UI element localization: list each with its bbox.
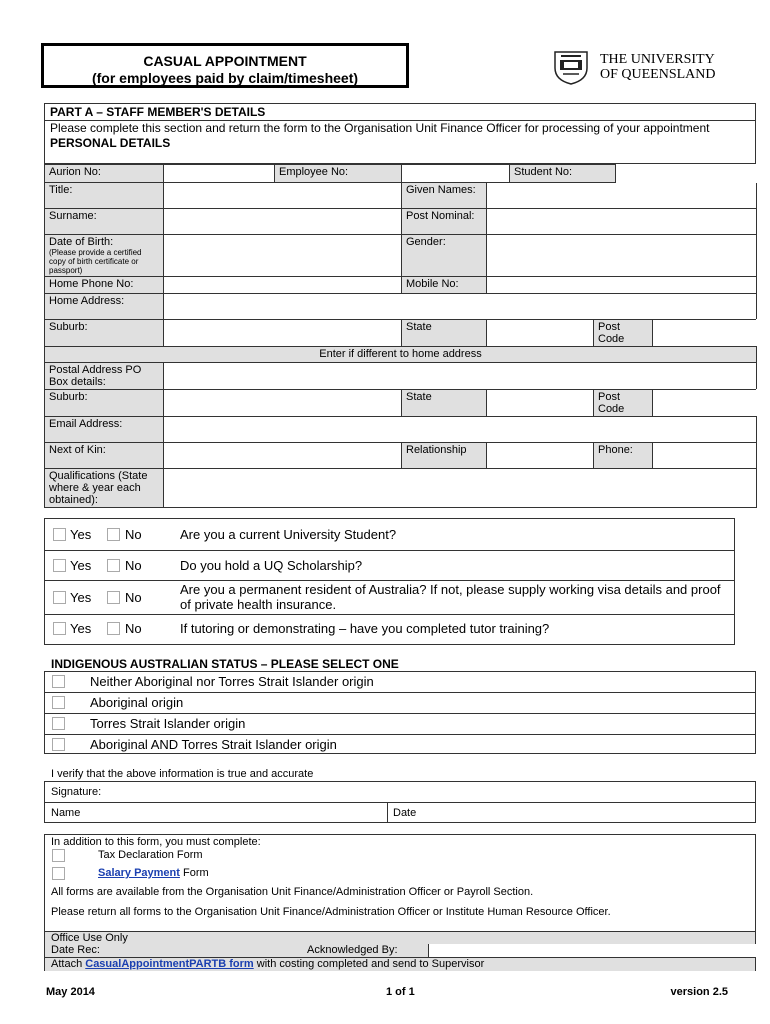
aurion-field[interactable] [164, 165, 275, 183]
forms-return-note: Please return all forms to the Organisation Unit Finance/Administration Officer or Institute Human Resource Officer. [51, 906, 611, 918]
casual-appointment-partb-link[interactable]: CasualAppointmentPARTB form [85, 958, 254, 970]
home-address-label: Home Address: [45, 294, 164, 320]
relationship-label: Relationship [402, 443, 487, 469]
part-a-instructions: Please complete this section and return the form to the Organisation Unit Finance Officer for processing of your appointment [50, 121, 710, 135]
acknowledged-by-field[interactable] [428, 944, 756, 957]
home-phone-field[interactable] [164, 277, 402, 294]
footer-version: version 2.5 [670, 986, 728, 998]
indigenous-option-label: Aboriginal origin [90, 695, 184, 710]
indigenous-option-label: Neither Aboriginal nor Torres Strait Islander origin [90, 674, 374, 689]
state2-field[interactable] [487, 390, 594, 417]
question-text: Do you hold a UQ Scholarship? [180, 558, 363, 573]
attach-prefix: Attach [51, 958, 86, 970]
indigenous-option [45, 672, 755, 693]
name-field[interactable] [45, 803, 388, 823]
q4-yes-checkbox[interactable] [53, 622, 66, 635]
phone-label: Phone: [594, 443, 653, 469]
home-phone-label: Home Phone No: [45, 277, 164, 294]
indigenous-option-checkbox[interactable] [52, 696, 65, 709]
salary-form-checkbox[interactable] [52, 867, 65, 880]
question-text: Are you a current University Student? [180, 527, 397, 542]
footer-date: May 2014 [46, 986, 95, 998]
postcode2-field[interactable] [653, 390, 757, 417]
indigenous-option [45, 714, 755, 735]
state-field[interactable] [487, 320, 594, 347]
yes-label: Yes [70, 621, 92, 636]
q4-no-checkbox[interactable] [107, 622, 120, 635]
date-field[interactable] [388, 803, 755, 823]
mobile-label: Mobile No: [402, 277, 487, 294]
q3-yes-checkbox[interactable] [53, 591, 66, 604]
signature-label: Signature: [51, 786, 102, 798]
q1-yes-checkbox[interactable] [53, 528, 66, 541]
question-row [45, 519, 734, 551]
postcode-label: Post Code [594, 320, 653, 347]
next-of-kin-field[interactable] [164, 443, 402, 469]
personal-details-table [44, 164, 757, 508]
indigenous-heading: INDIGENOUS AUSTRALIAN STATUS – PLEASE SELECT ONE [51, 657, 399, 671]
additional-forms-box [44, 834, 756, 971]
employee-field[interactable] [402, 165, 510, 183]
q2-no-checkbox[interactable] [107, 559, 120, 572]
dob-field[interactable] [164, 235, 402, 277]
email-label: Email Address: [45, 417, 164, 443]
question-row [45, 580, 734, 615]
logo-line-1: THE UNIVERSITY [600, 52, 715, 67]
uq-crest-icon [551, 48, 591, 86]
no-label: No [125, 558, 142, 573]
aurion-label: Aurion No: [45, 165, 164, 183]
q1-no-checkbox[interactable] [107, 528, 120, 541]
title-label: Title: [45, 183, 164, 209]
gender-field[interactable] [487, 235, 757, 277]
mobile-field[interactable] [487, 277, 757, 294]
forms-available-note: All forms are available from the Organisation Unit Finance/Administration Officer or Payroll Section. [51, 886, 534, 898]
suburb-label: Suburb: [45, 320, 164, 347]
no-label: No [125, 590, 142, 605]
state-label: State [402, 320, 487, 347]
post-nominal-field[interactable] [487, 209, 757, 235]
attach-text [51, 958, 484, 970]
questions-box [44, 518, 735, 645]
signature-field[interactable] [45, 782, 755, 803]
postcode-field[interactable] [653, 320, 757, 347]
suburb2-field[interactable] [164, 390, 402, 417]
office-use-row [45, 931, 755, 945]
date-label: Date [393, 807, 417, 819]
form-title-box [41, 43, 409, 88]
postal-address-label: Postal Address PO Box details: [45, 363, 164, 390]
state2-label: State [402, 390, 487, 417]
indigenous-option-checkbox[interactable] [52, 717, 65, 730]
no-label: No [125, 621, 142, 636]
q3-no-checkbox[interactable] [107, 591, 120, 604]
yes-label: Yes [70, 558, 92, 573]
surname-field[interactable] [164, 209, 402, 235]
date-received-row [45, 944, 755, 958]
question-row [45, 614, 734, 644]
tax-form-checkbox[interactable] [52, 849, 65, 862]
phone-field[interactable] [653, 443, 757, 469]
indigenous-options [44, 671, 756, 754]
indigenous-option-label: Aboriginal AND Torres Strait Islander origin [90, 737, 337, 752]
form-title: CASUAL APPOINTMENT [143, 53, 307, 69]
yes-label: Yes [70, 527, 92, 542]
attach-row [45, 958, 755, 971]
post-nominal-label: Post Nominal: [402, 209, 487, 235]
salary-form-suffix: Form [179, 867, 209, 879]
employee-label: Employee No: [275, 165, 402, 183]
relationship-field[interactable] [487, 443, 594, 469]
tax-form-label: Tax Declaration Form [98, 849, 203, 861]
indigenous-option [45, 693, 755, 714]
dob-label-cell [45, 235, 164, 277]
uq-logo-text [600, 52, 716, 82]
qualifications-field[interactable] [164, 469, 757, 508]
verify-statement: I verify that the above information is true and accurate [51, 768, 314, 780]
form-subtitle: (for employees paid by claim/timesheet) [91, 70, 359, 86]
email-field[interactable] [164, 417, 757, 443]
salary-payment-link[interactable]: Salary Payment [98, 867, 180, 879]
postal-address-field[interactable] [164, 363, 757, 390]
signature-box [44, 781, 756, 823]
question-row [45, 550, 734, 581]
q2-yes-checkbox[interactable] [53, 559, 66, 572]
indigenous-option-checkbox[interactable] [52, 738, 65, 751]
additional-intro: In addition to this form, you must complete: [51, 836, 261, 848]
logo-line-2: OF QUEENSLAND [600, 67, 716, 82]
next-of-kin-label: Next of Kin: [45, 443, 164, 469]
dob-note: (Please provide a certified copy of birth certificate or passport) [49, 248, 142, 275]
question-text: Are you a permanent resident of Australia? If not, please supply working visa details and proof of private health insurance. [180, 582, 721, 612]
indigenous-option [45, 735, 755, 754]
office-use-label: Office Use Only [51, 932, 128, 944]
postcode2-label: Post Code [594, 390, 653, 417]
no-label: No [125, 527, 142, 542]
yes-label: Yes [70, 590, 92, 605]
given-names-field[interactable] [487, 183, 757, 209]
gender-label: Gender: [402, 235, 487, 277]
surname-label: Surname: [45, 209, 164, 235]
dob-label: Date of Birth: [49, 236, 114, 248]
part-a-header [44, 103, 756, 164]
home-address-field[interactable] [164, 294, 757, 320]
qualifications-label: Qualifications (State where & year each obtained): [45, 469, 164, 508]
acknowledged-by-label: Acknowledged By: [307, 944, 398, 956]
indigenous-option-checkbox[interactable] [52, 675, 65, 688]
student-field[interactable] [616, 165, 757, 183]
indigenous-option-label: Torres Strait Islander origin [90, 716, 246, 731]
attach-suffix: with costing completed and send to Supervisor [253, 958, 485, 970]
date-received-label: Date Rec: [51, 944, 100, 956]
title-field[interactable] [164, 183, 402, 209]
suburb-field[interactable] [164, 320, 402, 347]
question-text: If tutoring or demonstrating – have you completed tutor training? [180, 621, 550, 636]
footer-page: 1 of 1 [386, 986, 415, 998]
part-a-heading: PART A – STAFF MEMBER'S DETAILS [45, 104, 755, 121]
different-address-note: Enter if different to home address [45, 347, 757, 363]
personal-details-heading: PERSONAL DETAILS [50, 136, 171, 150]
name-label: Name [51, 807, 81, 819]
suburb2-label: Suburb: [45, 390, 164, 417]
salary-form-label-wrap [98, 867, 209, 879]
given-names-label: Given Names: [402, 183, 487, 209]
student-label: Student No: [510, 165, 616, 183]
